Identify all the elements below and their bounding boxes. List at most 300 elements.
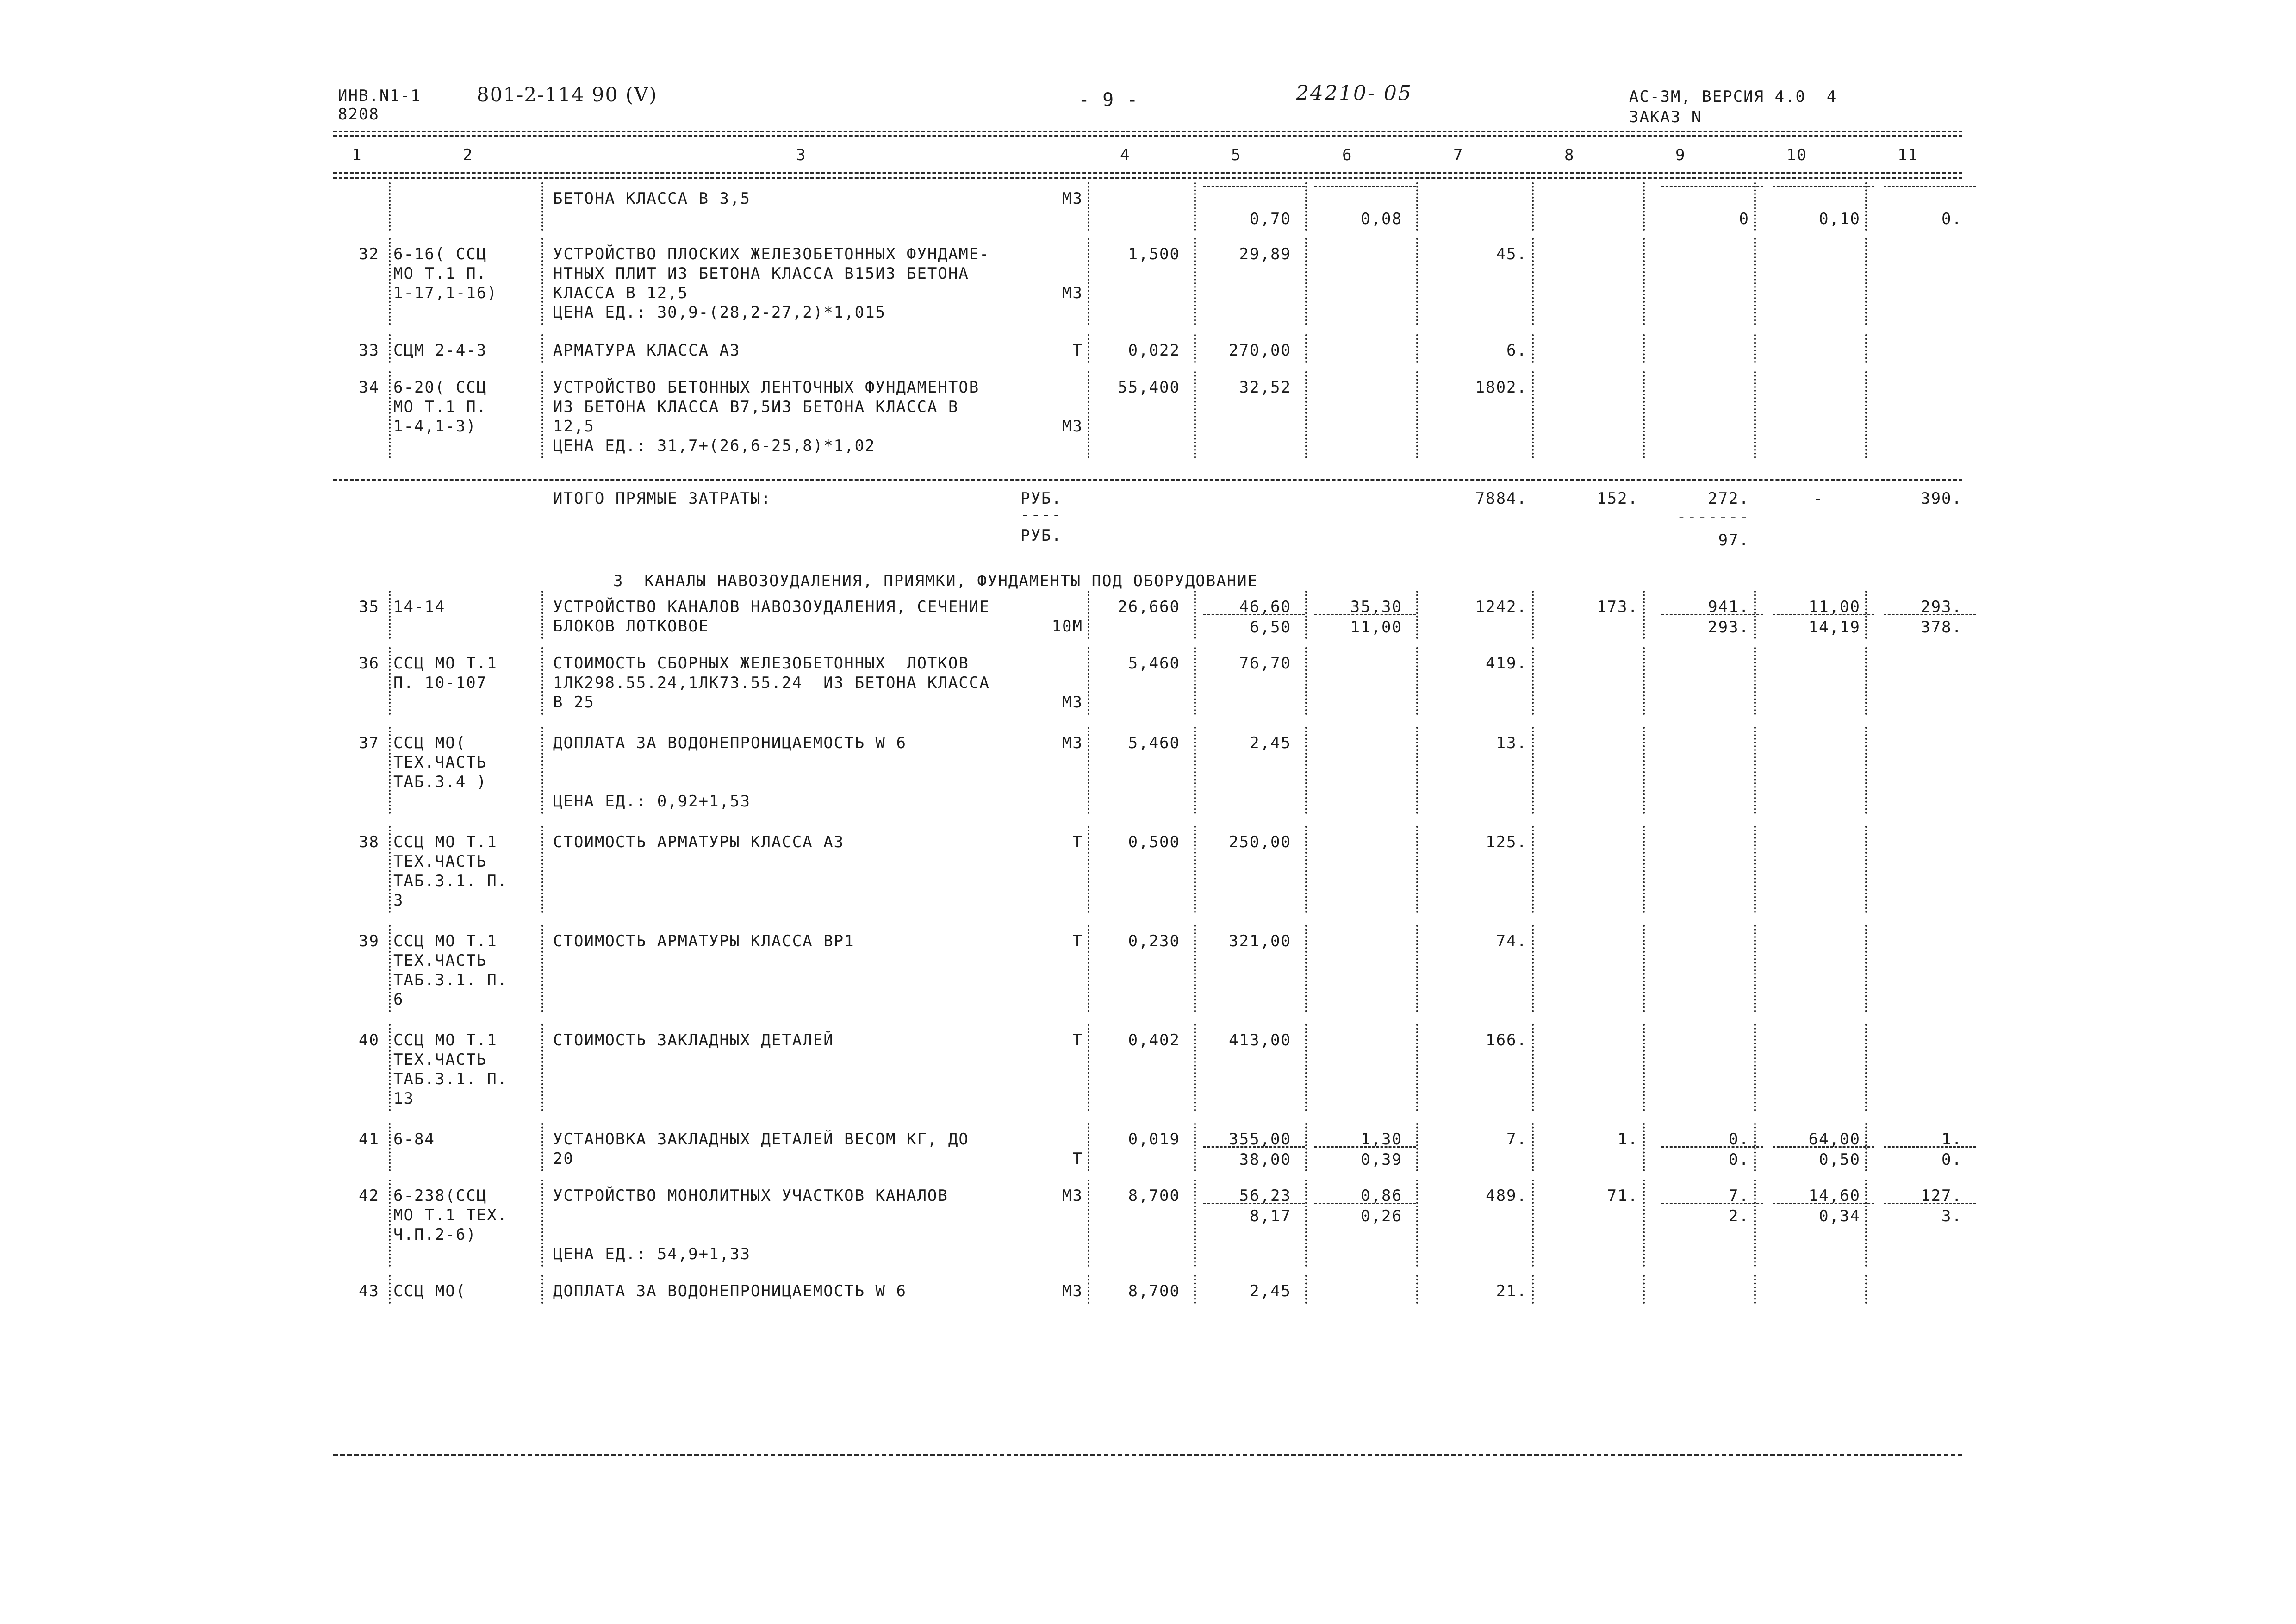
row-value-c7: 419. — [1486, 654, 1527, 673]
row-code: МО Т.1 П. — [393, 264, 487, 283]
totals-c7: 7884. — [1475, 489, 1527, 508]
row-value-c10: 11,00 — [1808, 598, 1860, 616]
row-number: 38 — [359, 833, 380, 851]
column-separator — [389, 925, 391, 1012]
column-separator — [541, 1024, 543, 1111]
row-unit: М3 — [1062, 284, 1083, 302]
row-number: 32 — [359, 245, 380, 263]
column-number: 9 — [1675, 146, 1686, 164]
column-separator — [389, 826, 391, 913]
column-separator — [1194, 1275, 1196, 1304]
row-value-c8: 71. — [1607, 1187, 1638, 1205]
totals-c9-line2: 97. — [1718, 531, 1749, 550]
column-separator — [1643, 925, 1645, 1012]
column-separator — [1194, 925, 1196, 1012]
totals-c9: 272. — [1708, 489, 1749, 508]
column-separator — [389, 647, 391, 715]
column-separator — [1194, 826, 1196, 913]
row-value2-c6: 0,26 — [1361, 1207, 1402, 1226]
row-description: УСТРОЙСТВО БЕТОННЫХ ЛЕНТОЧНЫХ ФУНДАМЕНТОВ — [553, 378, 980, 397]
column-separator — [1532, 727, 1534, 814]
row-number: 36 — [359, 654, 380, 673]
column-separator — [389, 238, 391, 325]
column-separator — [1754, 1180, 1756, 1267]
column-separator — [541, 371, 543, 458]
row-description: СТОИМОСТЬ АРМАТУРЫ КЛАССА ВР1 — [553, 932, 855, 950]
row-unit: М3 — [1062, 1282, 1083, 1300]
column-separator — [1532, 334, 1534, 363]
column-separator — [1643, 647, 1645, 715]
row-value-c4: 8,700 — [1128, 1187, 1180, 1205]
column-separator — [1305, 826, 1307, 913]
column-separator — [1643, 727, 1645, 814]
column-number: 8 — [1564, 146, 1575, 164]
row-number: 42 — [359, 1187, 380, 1205]
column-separator — [1754, 1275, 1756, 1304]
column-number: 2 — [463, 146, 473, 164]
column-separator — [1754, 647, 1756, 715]
row-unit: Т — [1072, 1149, 1083, 1168]
column-separator — [1643, 1024, 1645, 1111]
column-separator — [1532, 1180, 1534, 1267]
totals-unit: РУБ. — [1020, 526, 1062, 545]
row-number: 34 — [359, 378, 380, 397]
row-value-c8: 173. — [1597, 598, 1638, 616]
column-separator — [1305, 727, 1307, 814]
column-number: 10 — [1786, 146, 1807, 164]
column-separator — [1416, 1123, 1418, 1171]
row-value2-c10: 14,19 — [1808, 618, 1860, 637]
column-separator — [389, 591, 391, 639]
row-code: ТЕХ.ЧАСТЬ — [393, 1050, 487, 1069]
column-separator — [1416, 826, 1418, 913]
row-code: ТЕХ.ЧАСТЬ — [393, 753, 487, 772]
column-separator — [1643, 1123, 1645, 1171]
row-value-c4: 5,460 — [1128, 654, 1180, 673]
column-separator — [1532, 591, 1534, 639]
row-value2-c9: 293. — [1708, 618, 1749, 637]
row-code: ТЕХ.ЧАСТЬ — [393, 852, 487, 871]
row-value-c11: 127. — [1921, 1187, 1962, 1205]
value-split-rule — [1314, 1203, 1416, 1204]
row-value-c7: 125. — [1486, 833, 1527, 851]
column-separator — [1865, 925, 1867, 1012]
row-value-c5: 76,70 — [1239, 654, 1291, 673]
row-code: МО Т.1 ТЕХ. — [393, 1206, 508, 1224]
column-separator — [541, 334, 543, 363]
column-separator — [1532, 925, 1534, 1012]
row-code: 1-17,1-16) — [393, 284, 498, 302]
column-separator — [1305, 1123, 1307, 1171]
row-description: БЕТОНА КЛАССА В 3,5 — [553, 189, 751, 208]
row-description: КЛАССА В 12,5 — [553, 284, 689, 302]
column-separator — [541, 925, 543, 1012]
column-separator — [1416, 925, 1418, 1012]
column-separator — [1754, 826, 1756, 913]
column-separator — [1305, 925, 1307, 1012]
row-value2-c11: 378. — [1921, 618, 1962, 637]
column-separator — [1754, 371, 1756, 458]
column-separator — [1532, 1024, 1534, 1111]
row-value-c4: 8,700 — [1128, 1282, 1180, 1300]
row-code: 13 — [393, 1089, 414, 1108]
value-split-rule — [1661, 1203, 1763, 1204]
row-code: ТАБ.3.1. П. — [393, 872, 508, 890]
row-code: 1-4,1-3) — [393, 417, 477, 436]
column-separator — [389, 1180, 391, 1267]
row-value-c4: 0,230 — [1128, 932, 1180, 950]
row-description: 12,5 — [553, 417, 595, 436]
column-separator — [1416, 238, 1418, 325]
row-description: ИЗ БЕТОНА КЛАССА В7,5ИЗ БЕТОНА КЛАССА В — [553, 398, 959, 416]
row-code: Ч.П.2-6) — [393, 1225, 477, 1244]
column-separator — [1865, 727, 1867, 814]
header-rule — [333, 131, 1962, 137]
value-split-rule — [1884, 1146, 1976, 1148]
row-code: ССЦ МО Т.1 — [393, 932, 498, 950]
row-unit: 10М — [1052, 617, 1083, 636]
row-description: В 25 — [553, 693, 595, 712]
row-description: ДОПЛАТА ЗА ВОДОНЕПРОНИЦАЕМОСТЬ W 6 — [553, 734, 907, 752]
row-value-c8: 1. — [1618, 1130, 1638, 1149]
column-separator — [541, 182, 543, 231]
row-value-c7: 13. — [1496, 734, 1527, 752]
handwritten-code: 24210- 05 — [1296, 81, 1412, 105]
row-value-c7: 7. — [1506, 1130, 1527, 1149]
column-separator — [541, 1180, 543, 1267]
row-code: 6 — [393, 990, 404, 1009]
value-split-rule — [1773, 186, 1874, 187]
value-split-rule — [1773, 1146, 1874, 1148]
column-separator — [1754, 925, 1756, 1012]
row-description: УСТРОЙСТВО КАНАЛОВ НАВОЗОУДАЛЕНИЯ, СЕЧЕНИЕ — [553, 598, 990, 616]
column-number: 3 — [796, 146, 807, 164]
totals-c8: 152. — [1597, 489, 1638, 508]
row-value-c4: 1,500 — [1128, 245, 1180, 263]
column-separator — [1305, 371, 1307, 458]
column-separator — [1088, 1123, 1089, 1171]
row-value-c5: 250,00 — [1229, 833, 1291, 851]
row-value2-c5: 38,00 — [1239, 1150, 1291, 1169]
row-value2-c9: 0 — [1739, 210, 1749, 229]
row-unit: Т — [1072, 932, 1083, 950]
row-description: БЛОКОВ ЛОТКОВОЕ — [553, 617, 709, 636]
row-value-c7: 1802. — [1475, 378, 1527, 397]
value-split-rule — [1661, 614, 1763, 615]
row-value-c10: 14,60 — [1808, 1187, 1860, 1205]
row-number: 33 — [359, 341, 380, 360]
totals-unit: РУБ. — [1020, 489, 1062, 508]
column-separator — [389, 1123, 391, 1171]
row-value-c5: 29,89 — [1239, 245, 1291, 263]
column-separator — [1532, 647, 1534, 715]
row-code: 6-84 — [393, 1130, 435, 1149]
column-separator — [1416, 1275, 1418, 1304]
column-separator — [1305, 1275, 1307, 1304]
bottom-rule — [333, 1454, 1962, 1456]
row-unit: Т — [1072, 341, 1083, 360]
row-value2-c10: 0,34 — [1819, 1207, 1860, 1226]
row-unit: Т — [1072, 833, 1083, 851]
row-value-c5: 2,45 — [1250, 734, 1291, 752]
column-separator — [1754, 334, 1756, 363]
column-separator — [1194, 238, 1196, 325]
totals-c10: - — [1813, 489, 1823, 508]
inventory-number: 8208 — [338, 105, 380, 124]
row-value2-c6: 0,08 — [1361, 210, 1402, 229]
totals-c11: 390. — [1921, 489, 1962, 508]
row-unit-price: ЦЕНА ЕД.: 31,7+(26,6-25,8)*1,02 — [553, 437, 876, 455]
column-separator — [1305, 1024, 1307, 1111]
row-value2-c10: 0,50 — [1819, 1150, 1860, 1169]
row-number: 40 — [359, 1031, 380, 1049]
column-number: 11 — [1898, 146, 1918, 164]
row-description: АРМАТУРА КЛАССА А3 — [553, 341, 740, 360]
row-value-c9: 0. — [1729, 1130, 1749, 1149]
row-value-c4: 0,022 — [1128, 341, 1180, 360]
column-separator — [1416, 334, 1418, 363]
drawing-code: 801-2-114 90 (Ⅴ) — [477, 83, 658, 106]
section-title: 3 КАНАЛЫ НАВОЗОУДАЛЕНИЯ, ПРИЯМКИ, ФУНДАМЕНТЫ ПОД ОБОРУДОВАНИЕ — [613, 572, 1258, 590]
column-number: 7 — [1453, 146, 1464, 164]
row-value-c7: 489. — [1486, 1187, 1527, 1205]
column-separator — [1865, 334, 1867, 363]
value-split-rule — [1661, 186, 1763, 187]
row-code: ССЦ МО Т.1 — [393, 654, 498, 673]
row-value-c4: 26,660 — [1118, 598, 1180, 616]
column-separator — [389, 182, 391, 231]
column-separator — [1643, 1275, 1645, 1304]
column-separator — [1416, 591, 1418, 639]
column-separator — [1643, 371, 1645, 458]
row-value-c4: 0,402 — [1128, 1031, 1180, 1049]
column-separator — [389, 1275, 391, 1304]
column-number: 6 — [1342, 146, 1353, 164]
column-separator — [1532, 238, 1534, 325]
column-separator — [1532, 826, 1534, 913]
row-code: ССЦ МО Т.1 — [393, 833, 498, 851]
row-description: ДОПЛАТА ЗА ВОДОНЕПРОНИЦАЕМОСТЬ W 6 — [553, 1282, 907, 1300]
row-value-c7: 74. — [1496, 932, 1527, 950]
column-separator — [1643, 334, 1645, 363]
row-description: СТОИМОСТЬ ЗАКЛАДНЫХ ДЕТАЛЕЙ — [553, 1031, 834, 1049]
row-unit: Т — [1072, 1031, 1083, 1049]
row-value-c4: 5,460 — [1128, 734, 1180, 752]
row-value2-c11: 0. — [1941, 210, 1962, 229]
row-value-c11: 293. — [1921, 598, 1962, 616]
column-separator — [1754, 727, 1756, 814]
column-separator — [1865, 182, 1867, 231]
column-separator — [1416, 727, 1418, 814]
row-value-c9: 941. — [1708, 598, 1749, 616]
column-separator — [1754, 1024, 1756, 1111]
column-separator — [1088, 182, 1089, 231]
row-code: ТАБ.3.1. П. — [393, 971, 508, 989]
column-separator — [1305, 591, 1307, 639]
row-value2-c10: 0,10 — [1819, 210, 1860, 229]
value-split-rule — [1884, 1203, 1976, 1204]
row-number: 43 — [359, 1282, 380, 1300]
column-separator — [1865, 826, 1867, 913]
row-unit-price: ЦЕНА ЕД.: 30,9-(28,2-27,2)*1,015 — [553, 303, 886, 322]
row-value-c9: 7. — [1729, 1187, 1749, 1205]
value-split-rule — [1884, 186, 1976, 187]
row-value2-c11: 3. — [1941, 1207, 1962, 1226]
column-number: 4 — [1120, 146, 1131, 164]
row-value-c5: 355,00 — [1229, 1130, 1291, 1149]
row-description: УСТРОЙСТВО МОНОЛИТНЫХ УЧАСТКОВ КАНАЛОВ — [553, 1187, 948, 1205]
column-separator — [1532, 1275, 1534, 1304]
column-separator — [1416, 1180, 1418, 1267]
row-value-c5: 56,23 — [1239, 1187, 1291, 1205]
row-value-c4: 55,400 — [1118, 378, 1180, 397]
column-separator — [1416, 182, 1418, 231]
program-version: АС-3М, ВЕРСИЯ 4.0 4 — [1629, 87, 1837, 106]
value-split-rule — [1773, 614, 1874, 615]
row-code: СЦМ 2-4-3 — [393, 341, 487, 360]
column-separator — [1865, 1024, 1867, 1111]
row-number: 37 — [359, 734, 380, 752]
totals-rule — [333, 479, 1962, 481]
totals-unit-rule: ---- — [1020, 506, 1062, 524]
column-separator — [1416, 647, 1418, 715]
column-separator — [1643, 1180, 1645, 1267]
row-value-c5: 270,00 — [1229, 341, 1291, 360]
column-separator — [389, 334, 391, 363]
column-separator — [1305, 182, 1307, 231]
value-split-rule — [1773, 1203, 1874, 1204]
row-number: 39 — [359, 932, 380, 950]
column-separator — [1194, 727, 1196, 814]
order-label: ЗАКАЗ N — [1629, 108, 1702, 126]
row-value2-c5: 0,70 — [1250, 210, 1291, 229]
column-separator — [541, 591, 543, 639]
column-separator — [541, 727, 543, 814]
row-code: ТЕХ.ЧАСТЬ — [393, 951, 487, 970]
column-separator — [1194, 1024, 1196, 1111]
row-value-c7: 166. — [1486, 1031, 1527, 1049]
row-unit-price: ЦЕНА ЕД.: 54,9+1,33 — [553, 1245, 751, 1263]
column-separator — [389, 371, 391, 458]
column-number: 5 — [1231, 146, 1242, 164]
row-description: СТОИМОСТЬ СБОРНЫХ ЖЕЛЕЗОБЕТОННЫХ ЛОТКОВ — [553, 654, 969, 673]
row-value2-c6: 0,39 — [1361, 1150, 1402, 1169]
column-separator — [1194, 1180, 1196, 1267]
row-code: ССЦ МО Т.1 — [393, 1031, 498, 1049]
value-split-rule — [1314, 1146, 1416, 1148]
row-value2-c9: 2. — [1729, 1207, 1749, 1226]
row-value-c5: 413,00 — [1229, 1031, 1291, 1049]
column-separator — [1865, 238, 1867, 325]
row-code: 6-238(ССЦ — [393, 1187, 487, 1205]
value-split-rule — [1314, 186, 1416, 187]
row-description: 1ЛК298.55.24,1ЛК73.55.24 ИЗ БЕТОНА КЛАССА — [553, 674, 990, 692]
value-split-rule — [1314, 614, 1416, 615]
row-unit: М3 — [1062, 1187, 1083, 1205]
row-value-c7: 45. — [1496, 245, 1527, 263]
row-code: ССЦ МО( — [393, 734, 467, 752]
row-code: 3 — [393, 891, 404, 910]
column-number: 1 — [352, 146, 362, 164]
totals-c9-rule: ------- — [1676, 508, 1749, 526]
column-separator — [541, 1123, 543, 1171]
column-separator — [1305, 1180, 1307, 1267]
row-value-c11: 1. — [1941, 1130, 1962, 1149]
column-separator — [1305, 334, 1307, 363]
column-separator — [541, 238, 543, 325]
column-separator — [541, 826, 543, 913]
value-split-rule — [1203, 186, 1305, 187]
row-value2-c5: 8,17 — [1250, 1207, 1291, 1226]
row-value-c5: 32,52 — [1239, 378, 1291, 397]
column-separator — [1754, 182, 1756, 231]
column-number-rule — [333, 172, 1962, 179]
column-separator — [1194, 591, 1196, 639]
row-value-c4: 0,019 — [1128, 1130, 1180, 1149]
column-separator — [1532, 1123, 1534, 1171]
column-separator — [1865, 1275, 1867, 1304]
row-value-c5: 321,00 — [1229, 932, 1291, 950]
column-separator — [541, 647, 543, 715]
row-code: П. 10-107 — [393, 674, 487, 692]
row-code: ТАБ.3.4 ) — [393, 773, 487, 791]
row-value2-c11: 0. — [1941, 1150, 1962, 1169]
column-separator — [1865, 371, 1867, 458]
row-code: ССЦ МО( — [393, 1282, 467, 1300]
row-value-c7: 1242. — [1475, 598, 1527, 616]
row-unit: М3 — [1062, 189, 1083, 208]
column-separator — [389, 727, 391, 814]
row-value-c6: 0,86 — [1361, 1187, 1402, 1205]
row-code: 14-14 — [393, 598, 446, 616]
row-description: 20 — [553, 1149, 574, 1168]
column-separator — [1194, 647, 1196, 715]
column-separator — [541, 1275, 543, 1304]
row-value-c6: 35,30 — [1350, 598, 1402, 616]
column-separator — [1865, 647, 1867, 715]
value-split-rule — [1203, 1203, 1305, 1204]
value-split-rule — [1884, 614, 1976, 615]
column-separator — [1754, 238, 1756, 325]
row-unit: М3 — [1062, 417, 1083, 436]
row-value-c5: 46,60 — [1239, 598, 1291, 616]
row-description: СТОИМОСТЬ АРМАТУРЫ КЛАССА А3 — [553, 833, 845, 851]
value-split-rule — [1203, 1146, 1305, 1148]
row-code: 6-20( ССЦ — [393, 378, 487, 397]
totals-label: ИТОГО ПРЯМЫЕ ЗАТРАТЫ: — [553, 489, 772, 508]
row-value-c7: 21. — [1496, 1282, 1527, 1300]
row-value-c10: 64,00 — [1808, 1130, 1860, 1149]
row-description: НТНЫХ ПЛИТ ИЗ БЕТОНА КЛАССА В15ИЗ БЕТОНА — [553, 264, 969, 283]
column-separator — [1416, 371, 1418, 458]
value-split-rule — [1661, 1146, 1763, 1148]
column-separator — [1305, 647, 1307, 715]
page-mark: - 9 - — [1078, 89, 1139, 111]
row-code: ТАБ.3.1. П. — [393, 1070, 508, 1088]
row-code: МО Т.1 П. — [393, 398, 487, 416]
row-unit-price: ЦЕНА ЕД.: 0,92+1,53 — [553, 792, 751, 811]
column-separator — [1532, 182, 1534, 231]
column-separator — [1416, 1024, 1418, 1111]
row-value-c7: 6. — [1506, 341, 1527, 360]
column-separator — [1532, 371, 1534, 458]
row-value2-c9: 0. — [1729, 1150, 1749, 1169]
inventory-label: ИНВ.N1-1 — [338, 87, 421, 105]
row-code: 6-16( ССЦ — [393, 245, 487, 263]
column-separator — [1643, 591, 1645, 639]
row-value2-c5: 6,50 — [1250, 618, 1291, 637]
row-description: УСТРОЙСТВО ПЛОСКИХ ЖЕЛЕЗОБЕТОННЫХ ФУНДАМЕ- — [553, 245, 990, 263]
